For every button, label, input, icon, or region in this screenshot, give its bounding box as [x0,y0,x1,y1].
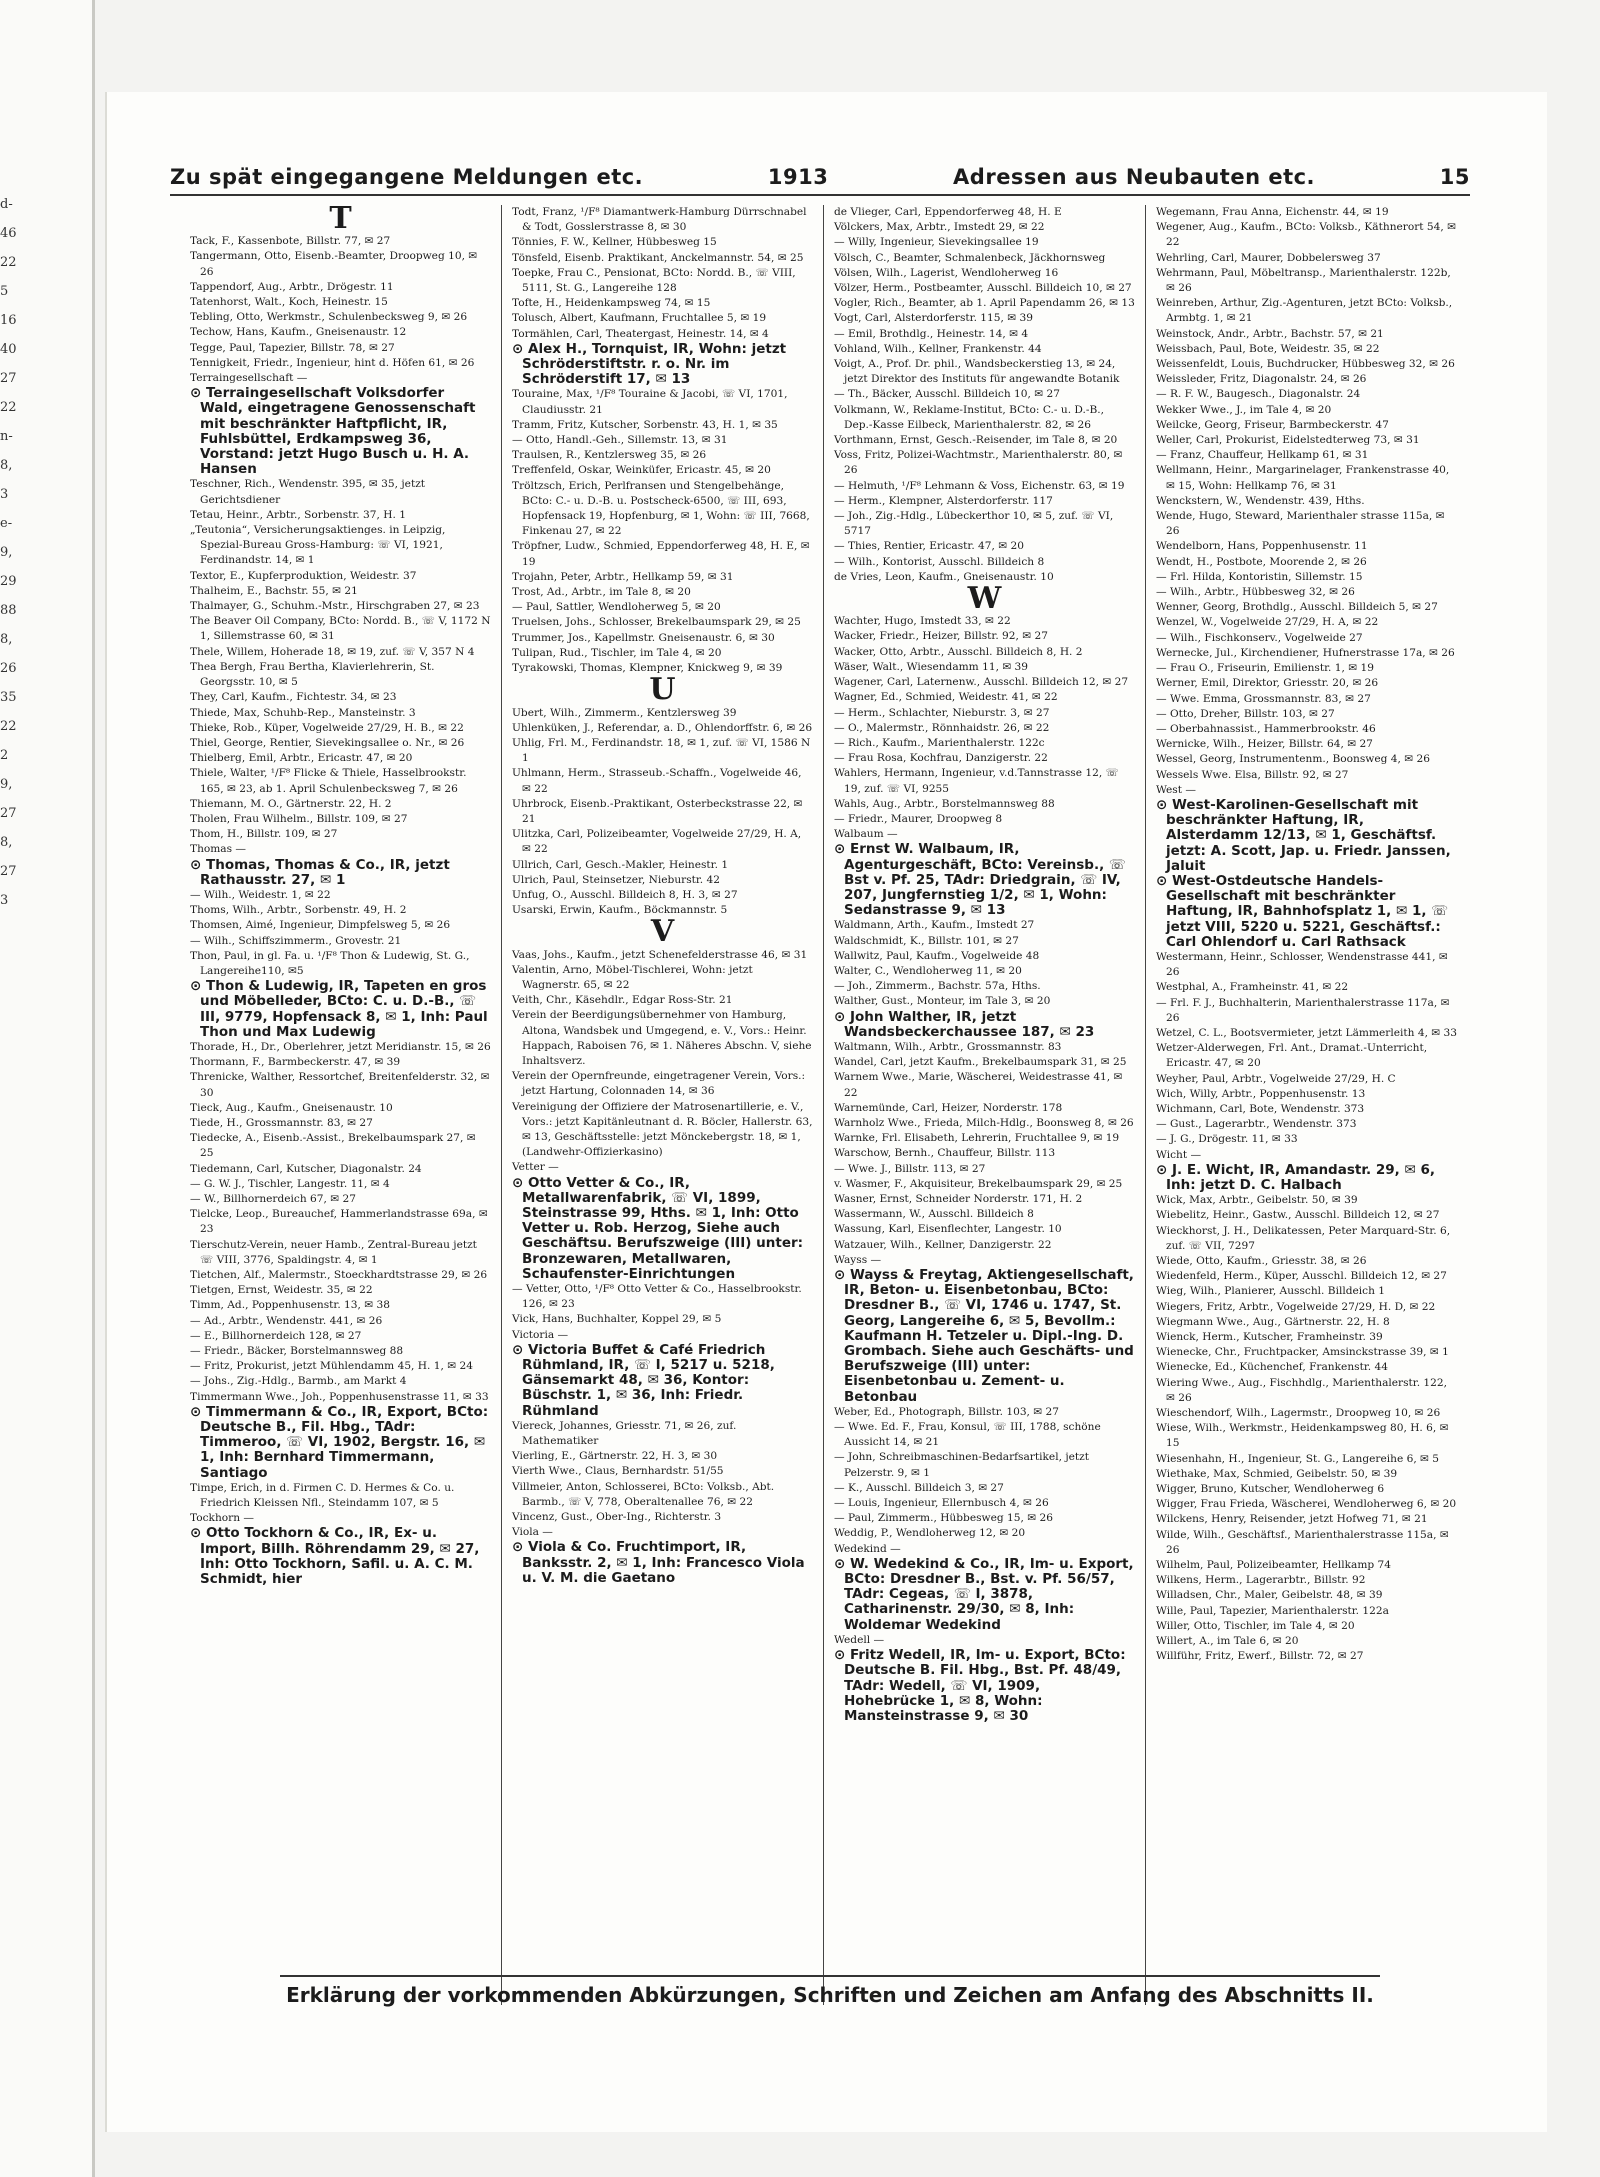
directory-entry: Thieke, Rob., Küper, Vogelweide 27/29, H. B., ✉ 22 [190,721,464,734]
directory-entry: Wiethake, Max, Schmied, Geibelstr. 50, ✉ 39 [1156,1467,1398,1480]
directory-entry: — John, Schreibmaschinen-Bedarfsartikel, jetzt Pelzerstr. 9, ✉ 1 [834,1451,1089,1479]
directory-entry: Weller, Carl, Prokurist, Eidelstedterweg 73, ✉ 31 [1156,434,1420,447]
edge-fragment: 46 [0,226,17,241]
directory-entry: Vetter — [512,1161,559,1174]
directory-entry: Wienecke, Ed., Küchenchef, Frankenstr. 44 [1156,1361,1388,1374]
directory-entry: Tholen, Frau Wilhelm., Billstr. 109, ✉ 27 [190,812,408,825]
directory-entry: ⊙ J. E. Wicht, IR, Amandastr. 29, ✉ 6, Inh: jetzt D. C. Halbach [1156,1161,1436,1193]
directory-entry: Wiering Wwe., Aug., Fischhdlg., Marienthalerstr. 122, ✉ 26 [1156,1376,1448,1404]
directory-entry: Westphal, A., Framheinstr. 41, ✉ 22 [1156,981,1349,994]
header-year: 1913 [767,165,829,189]
directory-entry: — Otto, Handl.-Geh., Sillemstr. 13, ✉ 31 [512,434,728,447]
directory-entry: Teschner, Rich., Wendenstr. 395, ✉ 35, jetzt Gerichtsdiener [190,478,426,506]
adjacent-page-edge [0,0,95,2177]
directory-entry: Wigger, Frau Frieda, Wäscherei, Wendloherweg 6, ✉ 20 [1156,1498,1457,1511]
directory-entry: Weissenfeldt, Louis, Buchdrucker, Hübbesweg 32, ✉ 26 [1156,358,1455,371]
directory-entry: Vick, Hans, Buchhalter, Koppel 29, ✉ 5 [512,1313,722,1326]
directory-entry: ⊙ Terraingesellschaft Volksdorfer Wald, eingetragene Genossenschaft mit beschränkter Haftpflicht, IR, Fuhlsbüttel, Erdkampsweg 36, Vorstand: jetzt Hugo Busch u. H. A. Hansen [190,385,476,478]
directory-entry: Traulsen, R., Kentzlersweg 35, ✉ 26 [512,449,707,462]
directory-entry: Tormählen, Carl, Theatergast, Heinestr. 14, ✉ 4 [512,327,769,340]
directory-entry: Wieg, Wilh., Planierer, Ausschl. Billdeich 1 [1156,1285,1386,1298]
directory-entry: Verein der Beerdigungsübernehmer von Hamburg, Altona, Wandsbek und Umgegend, e. V., Vors.: Heinr. Happach, Raboisen 76, ✉ 1. Näheres Abschn. V, siehe Inhaltsverz. [512,1009,812,1067]
directory-entry: de Vlieger, Carl, Eppendorferweg 48, H. E [834,206,1062,218]
directory-entry: Timm, Ad., Poppenhusenstr. 13, ✉ 38 [190,1299,390,1312]
directory-entry: West — [1156,783,1196,796]
directory-columns [180,205,1470,2005]
directory-entry: Willer, Otto, Tischler, im Tale 4, ✉ 20 [1156,1619,1355,1632]
directory-entry: — J. G., Drögestr. 11, ✉ 33 [1156,1133,1298,1146]
directory-entry: Wagner, Ed., Schmied, Weidestr. 41, ✉ 22 [834,691,1058,704]
directory-entry: — Willy, Ingenieur, Sievekingsallee 19 [834,236,1039,249]
directory-entry: Wasner, Ernst, Schneider Norderstr. 171, H. 2 [834,1193,1083,1205]
directory-entry: Warnemünde, Carl, Heizer, Norderstr. 178 [834,1101,1063,1114]
directory-entry: Wenckstern, W., Wendenstr. 439, Hths. [1156,494,1365,507]
directory-entry: Victoria — [512,1328,569,1341]
directory-entry: ⊙ Wayss & Freytag, Aktiengesellschaft, IR, Beton- u. Eisenbetonbau, BCto: Dresdner B., ☏ VI, 1746 u. 1747, St. Georg, Langereihe 6, ✉ 5, Bevollm.: Kaufmann H. Tetzeler u. Dipl.-Ing. D. Grombach. Siehe auch Geschäfts- und Berufszweige (III) unter: Eisenbetonbau u. Zement- u. Betonbau [834,1267,1134,1405]
directory-entry: — Thies, Rentier, Ericastr. 47, ✉ 20 [834,540,1024,553]
edge-fragment: n- [0,429,13,444]
directory-entry: Voss, Fritz, Polizei-Wachtmstr., Marienthalerstr. 80, ✉ 26 [834,449,1123,477]
edge-fragment: 27 [0,806,17,821]
directory-entry: Thon, Paul, in gl. Fa. u. ¹/F⁸ Thon & Ludewig, St. G., Langereihe110, ✉5 [190,949,470,977]
adjacent-page-fragments [0,190,60,915]
directory-entry: Wedell — [834,1633,885,1646]
directory-entry: Trummer, Jos., Kapellmstr. Gneisenaustr. 6, ✉ 30 [512,631,775,644]
directory-entry: Volkmann, W., Reklame-Institut, BCto: C.- u. D.-B., Dep.-Kasse Eilbeck, Marienthalerstr. 82, ✉ 26 [834,403,1105,431]
edge-fragment: 8, [0,835,13,850]
directory-entry: Warnem Wwe., Marie, Wäscherei, Weidestrasse 41, ✉ 22 [834,1071,1123,1099]
directory-entry: Werner, Emil, Direktor, Griesstr. 20, ✉ 26 [1156,677,1379,690]
directory-entry: — Frau Rosa, Kochfrau, Danzigerstr. 22 [834,752,1048,765]
directory-entry: Uhlig, Frl. M., Ferdinandstr. 18, ✉ 1, zuf. ☏ VI, 1586 N 1 [512,736,811,765]
directory-entry: — Otto, Dreher, Billstr. 103, ✉ 27 [1156,707,1335,720]
directory-entry: — Gust., Lagerarbtr., Wendenstr. 373 [1156,1118,1357,1131]
directory-entry: Tockhorn — [190,1512,255,1525]
edge-fragment: 22 [0,400,17,415]
column-4 [1146,205,1468,2005]
directory-entry: Weinreben, Arthur, Zig.-Agenturen, jetzt BCto: Volksb., Armbtg. 1, ✉ 21 [1156,297,1453,325]
directory-entry: „Teutonia“, Versicherungsaktienges. in Leipzig, Spezial-Bureau Gross-Hamburg: ☏ VI, 1921, Ferdinandstr. 14, ✉ 1 [190,524,446,567]
edge-fragment: 2 [0,748,9,763]
directory-entry: Wetzer-Alderwegen, Frl. Ant., Dramat.-Unterricht, Ericastr. 47, ✉ 20 [1156,1042,1428,1070]
directory-entry: ⊙ West-Ostdeutsche Handels-Gesellschaft mit beschränkter Haftung, IR, Bahnhofsplatz 1, ✉ 1, ☏ jetzt VIII, 5220 u. 5221, Geschäftsf.: Carl Ohlendorf u. Carl Rathsack [1156,872,1449,950]
directory-entry: Wenzel, W., Vogelweide 27/29, H. A, ✉ 22 [1156,616,1379,629]
directory-entry: Walter, C., Wendloherweg 11, ✉ 20 [834,964,1022,977]
directory-entry: Wendt, H., Postbote, Moorende 2, ✉ 26 [1156,555,1367,568]
directory-entry: Wayss — [834,1253,882,1266]
directory-entry: Veith, Chr., Käsehdlr., Edgar Ross-Str. 21 [512,994,733,1007]
directory-entry: Timpe, Erich, in d. Firmen C. D. Hermes & Co. u. Friedrich Kleissen Nfl., Steindamm 107, ✉ 5 [190,1481,455,1510]
directory-entry: Valentin, Arno, Möbel-Tischlerei, Wohn: jetzt Wagnerstr. 65, ✉ 22 [512,963,753,991]
directory-entry: Warschow, Bernh., Chauffeur, Billstr. 113 [834,1147,1056,1160]
directory-entry: Wessel, Georg, Instrumentenm., Boonsweg 4, ✉ 26 [1156,753,1430,766]
directory-entry: Tröltzsch, Erich, Perlfransen und Stengelbehänge, BCto: C.- u. D.-B. u. Postscheck-6500, ☏ III, 693, Hopfensack 19, Hopfenburg, ✉ 1, Wohn: ☏ III, 7668, Finkenau 27, ✉ 22 [512,479,810,538]
directory-entry: Vohland, Wilh., Kellner, Frankenstr. 44 [834,342,1042,355]
edge-fragment: e- [0,516,13,531]
directory-entry: Tietgen, Ernst, Weidestr. 35, ✉ 22 [190,1284,373,1297]
directory-entry: Walther, Gust., Monteur, im Tale 3, ✉ 20 [834,995,1051,1008]
column-2 [502,205,824,2005]
directory-entry: Völsen, Wilh., Lagerist, Wendloherweg 16 [834,266,1059,279]
directory-entry: Willführ, Fritz, Ewerf., Billstr. 72, ✉ 27 [1156,1650,1364,1663]
directory-entry: Völzer, Herm., Postbeamter, Ausschl. Billdeich 10, ✉ 27 [834,282,1132,295]
directory-entry: — Wilh., Fischkonserv., Vogelweide 27 [1156,631,1363,644]
column-3 [824,205,1146,2005]
directory-entry: Wäser, Walt., Wiesendamm 11, ✉ 39 [834,660,1029,673]
directory-entry: Wienck, Herm., Kutscher, Framheinstr. 39 [1156,1331,1383,1344]
section-letter: W [967,581,1002,617]
directory-entry: Wende, Hugo, Steward, Marienthaler strasse 115a, ✉ 26 [1156,510,1445,538]
directory-entry: ⊙ Victoria Buffet & Café Friedrich Rühmland, IR, ☏ I, 5217 u. 5218, Gänsemarkt 48, ✉ 36, Kontor: Büschstr. 1, ✉ 36, Inh: Friedr. Rühmland [512,1341,775,1419]
directory-entry: — E., Billhornerdeich 128, ✉ 27 [190,1329,362,1342]
directory-entry: Weilcke, Georg, Friseur, Barmbeckerstr. 47 [1156,418,1389,431]
directory-entry: Vincenz, Gust., Ober-Ing., Richterstr. 3 [512,1511,722,1524]
directory-entry: Vierth Wwe., Claus, Bernhardstr. 51/55 [512,1465,724,1478]
edge-fragment: 29 [0,574,17,589]
directory-entry: Wernecke, Jul., Kirchendiener, Hufnerstrasse 17a, ✉ 26 [1156,646,1455,659]
directory-entry: Tramm, Fritz, Kutscher, Sorbenstr. 43, H. 1, ✉ 35 [512,418,778,431]
directory-entry: Wilckens, Henry, Reisender, jetzt Hofweg 71, ✉ 21 [1156,1513,1428,1526]
directory-entry: Tieck, Aug., Kaufm., Gneisenaustr. 10 [190,1101,393,1114]
directory-entry: Warnke, Frl. Elisabeth, Lehrerin, Fruchtallee 9, ✉ 19 [834,1132,1120,1145]
directory-entry: Trost, Ad., Arbtr., im Tale 8, ✉ 20 [512,586,691,599]
directory-entry: Tennigkeit, Friedr., Ingenieur, hint d. Höfen 61, ✉ 26 [190,356,475,369]
directory-entry: Tetau, Heinr., Arbtr., Sorbenstr. 37, H. 1 [190,508,406,521]
directory-entry: ⊙ W. Wedekind & Co., IR, Im- u. Export, BCto: Dresdner B., Bst. v. Pf. 56/57, TAdr: Cegeas, ☏ I, 3878, Catharinenstr. 29/30, ✉ 8, Inh: Woldemar Wedekind [834,1555,1134,1633]
directory-entry: Unfug, O., Ausschl. Billdeich 8, H. 3, ✉ 27 [512,888,738,901]
directory-entry: ⊙ Viola & Co. Fruchtimport, IR, Banksstr. 2, ✉ 1, Inh: Francesco Viola u. V. M. die Gaetano [512,1539,805,1586]
directory-entry: Wandel, Carl, jetzt Kaufm., Brekelbaumspark 31, ✉ 25 [834,1056,1127,1069]
directory-entry: Tack, F., Kassenbote, Billstr. 77, ✉ 27 [190,235,391,248]
directory-entry: — Herm., Klempner, Alsterdorferstr. 117 [834,494,1053,507]
directory-entry: Waldschmidt, K., Billstr. 101, ✉ 27 [834,934,1019,947]
directory-entry: — W., Billhornerdeich 67, ✉ 27 [190,1193,356,1205]
directory-entry: ⊙ Otto Tockhorn & Co., IR, Ex- u. Import, Billh. Röhrendamm 29, ✉ 27, Inh: Otto Tockhorn, Safil. u. A. C. M. Schmidt, hier [190,1525,480,1588]
directory-entry: Todt, Franz, ¹/F⁸ Diamantwerk-Hamburg Dürrschnabel & Todt, Gosslerstrasse 8, ✉ 30 [512,206,807,234]
edge-fragment: 9, [0,545,13,560]
directory-entry: Willadsen, Chr., Maler, Geibelstr. 48, ✉ 39 [1156,1589,1383,1602]
section-letter: V [650,914,675,950]
directory-entry: Weissleder, Fritz, Diagonalstr. 24, ✉ 26 [1156,373,1367,386]
directory-entry: Wicht — [1156,1148,1202,1161]
directory-entry: Tangermann, Otto, Eisenb.-Beamter, Droopweg 10, ✉ 26 [190,250,478,278]
directory-entry: Wiede, Otto, Kaufm., Griesstr. 38, ✉ 26 [1156,1255,1367,1268]
directory-entry: — Friedr., Maurer, Droopweg 8 [834,812,1003,825]
footer-note: Erklärung der vorkommenden Abkürzungen, Schriften und Zeichen am Anfang des Abschnitts II. [280,1975,1380,2013]
directory-entry: Tatenhorst, Walt., Koch, Heinestr. 15 [190,296,388,309]
page-header [170,160,1470,196]
directory-entry: Tietchen, Alf., Malermstr., Stoeckhardtstrasse 29, ✉ 26 [190,1269,488,1282]
directory-entry: Tofte, H., Heidenkampsweg 74, ✉ 15 [512,297,711,310]
directory-entry: Viereck, Johannes, Griesstr. 71, ✉ 26, zuf. Mathematiker [512,1419,737,1448]
directory-entry: Tierschutz-Verein, neuer Hamb., Zentral-Bureau jetzt ☏ VIII, 3776, Spaldingstr. 4, ✉ 1 [190,1238,477,1266]
directory-entry: Thorade, H., Dr., Oberlehrer, jetzt Meridianstr. 15, ✉ 26 [190,1040,491,1053]
directory-entry: de Vries, Leon, Kaufm., Gneisenaustr. 10 [834,570,1054,583]
directory-entry: Wegener, Aug., Kaufm., BCto: Volksb., Käthnerort 54, ✉ 22 [1156,221,1457,249]
directory-entry: Weyher, Paul, Arbtr., Vogelweide 27/29, H. C [1156,1072,1396,1085]
directory-entry: Techow, Hans, Kaufm., Gneisenaustr. 12 [190,326,407,339]
directory-entry: Wiegers, Fritz, Arbtr., Vogelweide 27/29, H. D, ✉ 22 [1156,1300,1436,1313]
directory-entry: Wagener, Carl, Laternenw., Ausschl. Billdeich 12, ✉ 27 [834,676,1129,689]
directory-entry: Tappendorf, Aug., Arbtr., Drögestr. 11 [190,280,394,293]
directory-entry: Tiedemann, Carl, Kutscher, Diagonalstr. 24 [190,1162,422,1175]
directory-entry: Wessels Wwe. Elsa, Billstr. 92, ✉ 27 [1156,768,1349,781]
directory-entry: Thiede, Max, Schuhb-Rep., Mansteinstr. 3 [190,706,416,719]
directory-entry: ⊙ Ernst W. Walbaum, IR, Agenturgeschäft, BCto: Vereinsb., ☏ Bst v. Pf. 25, TAdr: Driedgrain, ☏ IV, 207, Jungfernstieg 1/2, ✉ 1, Wohn: Sedanstrasse 9, ✉ 13 [834,841,1126,919]
directory-entry: Tiedecke, A., Eisenb.-Assist., Brekelbaumspark 27, ✉ 25 [190,1132,476,1160]
directory-entry: Vereinigung der Offiziere der Matrosenartillerie, e. V., Vors.: jetzt Kapitänleutnant d. R. Böcler, Hallerstr. 63, ✉ 13, Geschäftsstelle: jetzt Mönckebergstr. 18, ✉ 1, (Landwehr-Offizierkasino) [512,1100,813,1159]
directory-entry: — Wilh., Kontorist, Ausschl. Billdeich 8 [834,555,1045,568]
directory-entry: Westermann, Heinr., Schlosser, Wendenstrasse 441, ✉ 26 [1156,950,1448,979]
directory-entry: Wellmann, Heinr., Margarinelager, Frankenstrasse 40, ✉ 15, Wohn: Hellkamp 76, ✉ 31 [1156,464,1450,492]
directory-entry: ⊙ Thon & Ludewig, IR, Tapeten en gros und Möbelleder, BCto: C. u. D.-B., ☏ III, 9779, Hopfensack 8, ✉ 1, Inh: Paul Thon und Max Ludewig [190,978,488,1040]
directory-entry: — Friedr., Bäcker, Borstelmannsweg 88 [190,1345,404,1358]
directory-entry: Wendelborn, Hans, Poppenhusenstr. 11 [1156,540,1368,553]
directory-entry: Thalheim, E., Bachstr. 55, ✉ 21 [190,584,358,597]
directory-entry: Wahls, Aug., Arbtr., Borstelmannsweg 88 [834,797,1055,810]
directory-entry: Verein der Opernfreunde, eingetragener Verein, Vors.: jetzt Hartung, Colonnaden 14, ✉ 36 [512,1070,806,1098]
directory-entry: Ulitzka, Carl, Polizeibeamter, Vogelweide 27/29, H. A, ✉ 22 [512,828,802,856]
directory-entry: Tulipan, Rud., Tischler, im Tale 4, ✉ 20 [512,646,722,659]
directory-entry: Wieckhorst, J. H., Delikatessen, Peter Marquard-Str. 6, zuf. ☏ VII, 7297 [1156,1224,1451,1252]
directory-entry: Thom, H., Billstr. 109, ✉ 27 [190,828,338,841]
directory-entry: Weber, Ed., Photograph, Billstr. 103, ✉ 27 [834,1405,1060,1418]
directory-entry: Treffenfeld, Oskar, Weinküfer, Ericastr. 45, ✉ 20 [512,464,771,477]
column-1 [180,205,502,2005]
directory-entry: Timmermann Wwe., Joh., Poppenhusenstrasse 11, ✉ 33 [190,1390,489,1403]
directory-entry: Thormann, F., Barmbeckerstr. 47, ✉ 39 [190,1056,401,1069]
directory-entry: Textor, E., Kupferproduktion, Weidestr. 37 [190,569,417,582]
directory-entry: Thomsen, Aimé, Ingenieur, Dimpfelsweg 5, ✉ 26 [190,919,451,932]
directory-entry: ⊙ Fritz Wedell, IR, Im- u. Export, BCto: Deutsche B. Fil. Hbg., Bst. Pf. 48/49, TAdr: Wedell, ☏ VI, 1909, Hohebrücke 1, ✉ 8, Wohn: Mansteinstrasse 9, ✉ 30 [834,1647,1126,1724]
directory-entry: Tielcke, Leop., Bureauchef, Hammerlandstrasse 69a, ✉ 23 [190,1208,488,1236]
directory-entry: Trojahn, Peter, Arbtr., Hellkamp 59, ✉ 31 [512,570,734,583]
directory-entry: Wille, Paul, Tapezier, Marienthalerstr. 122a [1156,1604,1389,1617]
directory-entry: Thalmayer, G., Schuhm.-Mstr., Hirschgraben 27, ✉ 23 [190,600,480,613]
directory-entry: — Oberbahnassist., Hammerbrookstr. 46 [1156,722,1376,735]
directory-entry: — Ad., Arbtr., Wendenstr. 441, ✉ 26 [190,1314,383,1327]
directory-entry: Wassung, Karl, Eisenflechter, Langestr. 10 [834,1223,1062,1236]
directory-entry: Wenner, Georg, Brothdlg., Ausschl. Billdeich 5, ✉ 27 [1156,601,1438,614]
directory-entry: Vogler, Rich., Beamter, ab 1. April Papendamm 26, ✉ 13 [834,297,1135,310]
directory-entry: Terraingesellschaft — [190,372,308,385]
directory-entry: Waltmann, Wilh., Arbtr., Grossmannstr. 83 [834,1040,1062,1053]
directory-entry: — R. F. W., Baugesch., Diagonalstr. 24 [1156,388,1361,401]
directory-entry: Wiegmann Wwe., Aug., Gärtnerstr. 22, H. 8 [1156,1315,1390,1328]
directory-entry: Wichmann, Carl, Bote, Wendenstr. 373 [1156,1102,1365,1115]
directory-entry: Thea Bergh, Frau Bertha, Klavierlehrerin, St. Georgsstr. 10, ✉ 5 [190,660,435,689]
directory-entry: Thele, Willem, Hoherade 18, ✉ 19, zuf. ☏ V, 357 N 4 [190,645,475,658]
directory-entry: Wilhelm, Paul, Polizeibeamter, Hellkamp 74 [1156,1559,1392,1572]
directory-entry: — Frl. F. J., Buchhalterin, Marienthalerstrasse 117a, ✉ 26 [1156,996,1450,1024]
directory-entry: Wernicke, Wilh., Heizer, Billstr. 64, ✉ 27 [1156,738,1373,751]
edge-fragment: 22 [0,255,17,270]
directory-entry: Ubert, Wilh., Zimmerm., Kentzlersweg 39 [512,706,737,719]
directory-entry: The Beaver Oil Company, BCto: Nordd. B., ☏ V, 1172 N 1, Sillemstrasse 60, ✉ 31 [190,615,491,643]
directory-entry: Völckers, Max, Arbtr., Imstedt 29, ✉ 22 [834,221,1045,234]
directory-entry: Truelsen, Johs., Schlosser, Brekelbaumspark 29, ✉ 25 [512,616,801,629]
directory-entry: — Frl. Hilda, Kontoristin, Sillemstr. 15 [1156,570,1363,583]
directory-entry: Ullrich, Carl, Gesch.-Makler, Heinestr. 1 [512,858,729,871]
directory-entry: Weinstock, Andr., Arbtr., Bachstr. 57, ✉ 21 [1156,327,1384,340]
directory-entry: ⊙ Otto Vetter & Co., IR, Metallwarenfabrik, ☏ VI, 1899, Steinstrasse 99, Hths. ✉ 1, Inh: Otto Vetter u. Rob. Herzog, Siehe auch Geschäftsu. Berufszweige (III) unter: Bronzewaren, Metallwaren, Schaufenster-Einrichtungen [512,1174,804,1282]
edge-fragment: 27 [0,864,17,879]
edge-fragment: 40 [0,342,17,357]
directory-entry: — Th., Bäcker, Ausschl. Billdeich 10, ✉ 27 [834,388,1060,401]
directory-entry: Wiese, Wilh., Werkmstr., Heidenkampsweg 80, H. 6, ✉ 15 [1156,1422,1449,1450]
directory-entry: — Rich., Kaufm., Marienthalerstr. 122c [834,736,1045,749]
directory-entry: Wiesenhahn, H., Ingenieur, St. G., Langereihe 6, ✉ 5 [1156,1452,1440,1465]
directory-entry: — Joh., Zig.-Hdlg., Lübeckerthor 10, ✉ 5, zuf. ☏ VI, 5717 [834,510,1114,538]
edge-fragment: 5 [0,284,9,299]
directory-entry: Toepke, Frau C., Pensionat, BCto: Nordd. B., ☏ VIII, 5111, St. G., Langereihe 128 [512,266,796,295]
directory-entry: — G. W. J., Tischler, Langestr. 11, ✉ 4 [190,1177,390,1190]
directory-entry: Wassermann, W., Ausschl. Billdeich 8 [834,1208,1034,1221]
directory-entry: Uhrbrock, Eisenb.-Praktikant, Osterbeckstrasse 22, ✉ 21 [512,797,803,825]
edge-fragment: d- [0,197,13,212]
directory-entry: Tönsfeld, Eisenb. Praktikant, Anckelmannstr. 54, ✉ 25 [512,251,804,264]
directory-entry: Wiedenfeld, Herm., Küper, Ausschl. Billdeich 12, ✉ 27 [1156,1270,1447,1283]
directory-entry: Wehrmann, Paul, Möbeltransp., Marienthalerstr. 122b, ✉ 26 [1156,266,1451,295]
directory-entry: Wachter, Hugo, Imstedt 33, ✉ 22 [834,615,1011,628]
directory-entry: — Helmuth, ¹/F⁸ Lehmann & Voss, Eichenstr. 63, ✉ 19 [834,479,1125,492]
directory-entry: Wilkens, Herm., Lagerarbtr., Billstr. 92 [1156,1574,1366,1587]
directory-entry: Tröpfner, Ludw., Schmied, Eppendorferweg 48, H. E, ✉ 19 [512,540,810,568]
header-left-title: Zu spät eingegangene Meldungen etc. [170,165,644,189]
directory-entry: Uhlenküken, J., Referendar, a. D., Ohlendorffstr. 6, ✉ 26 [512,721,813,734]
directory-entry: Wienecke, Chr., Fruchtpacker, Amsinckstrasse 39, ✉ 1 [1156,1346,1449,1359]
directory-entry: Wieschendorf, Wilh., Lagermstr., Droopweg 10, ✉ 26 [1156,1407,1441,1420]
directory-entry: — Wilh., Arbtr., Hübbesweg 32, ✉ 26 [1156,586,1355,599]
directory-entry: Warnholz Wwe., Frieda, Milch-Hdlg., Boonsweg 8, ✉ 26 [834,1116,1134,1129]
directory-entry: Wekker Wwe., J., im Tale 4, ✉ 20 [1156,403,1332,416]
directory-entry: Vorthmann, Ernst, Gesch.-Reisender, im Tale 8, ✉ 20 [834,434,1118,447]
directory-entry: — Wilh., Schiffszimmerm., Grovestr. 21 [190,934,402,947]
directory-entry: Tönnies, F. W., Kellner, Hübbesweg 15 [512,236,717,249]
edge-fragment: 8, [0,458,13,473]
directory-entry: Weddig, P., Wendloherweg 12, ✉ 20 [834,1527,1026,1540]
directory-entry: Wehrling, Carl, Maurer, Dobbelersweg 37 [1156,251,1381,264]
directory-entry: — Paul, Zimmerm., Hübbesweg 15, ✉ 26 [834,1512,1053,1525]
directory-entry: — O., Malermstr., Rönnhaidstr. 26, ✉ 22 [834,721,1050,734]
directory-entry: Tegge, Paul, Tapezier, Billstr. 78, ✉ 27 [190,341,395,354]
directory-entry: Thiel, George, Rentier, Sievekingsallee o. Nr., ✉ 26 [190,736,465,749]
directory-entry: Wallwitz, Paul, Kaufm., Vogelweide 48 [834,949,1040,962]
directory-entry: — Wilh., Weidestr. 1, ✉ 22 [190,888,331,901]
directory-entry: — Louis, Ingenieur, Ellernbusch 4, ✉ 26 [834,1497,1049,1510]
directory-entry: Weissbach, Paul, Bote, Weidestr. 35, ✉ 22 [1156,342,1380,355]
directory-entry: Wiebelitz, Heinr., Gastw., Ausschl. Billdeich 12, ✉ 27 [1156,1209,1440,1222]
directory-entry: Viola — [512,1526,553,1539]
directory-entry: Wetzel, C. L., Bootsvermieter, jetzt Lämmerleith 4, ✉ 33 [1156,1026,1458,1039]
edge-fragment: 16 [0,313,17,328]
edge-fragment: 3 [0,487,9,502]
directory-entry: Wick, Max, Arbtr., Geibelstr. 50, ✉ 39 [1156,1194,1358,1207]
directory-entry: — Wwe. J., Billstr. 113, ✉ 27 [834,1162,986,1175]
directory-entry: — K., Ausschl. Billdeich 3, ✉ 27 [834,1481,1004,1494]
edge-fragment: 35 [0,690,17,705]
edge-fragment: 8, [0,632,13,647]
directory-entry: Watzauer, Wilh., Kellner, Danzigerstr. 22 [834,1238,1052,1251]
directory-entry: — Wwe. Ed. F., Frau, Konsul, ☏ III, 1788, schöne Aussicht 14, ✉ 21 [834,1421,1101,1449]
directory-entry: Villmeier, Anton, Schlosserei, BCto: Volksb., Abt. Barmb., ☏ V, 778, Oberaltenallee 76, ✉ 22 [512,1480,775,1508]
directory-entry: Wegemann, Frau Anna, Eichenstr. 44, ✉ 19 [1156,206,1389,218]
directory-entry: Wich, Willy, Arbtr., Poppenhusenstr. 13 [1156,1087,1366,1100]
directory-entry: — Johs., Zig.-Hdlg., Barmb., am Markt 4 [190,1375,407,1388]
edge-fragment: 27 [0,371,17,386]
directory-entry: Tebling, Otto, Werkmstr., Schulenbecksweg 9, ✉ 26 [190,311,468,324]
directory-entry: Vierling, E., Gärtnerstr. 22, H. 3, ✉ 30 [512,1450,718,1463]
directory-entry: — Emil, Brothdlg., Heinestr. 14, ✉ 4 [834,327,1029,340]
directory-entry: Thiele, Walter, ¹/F⁸ Flicke & Thiele, Hasselbrookstr. 165, ✉ 23, ab 1. April Schulenbecksweg 7, ✉ 26 [190,767,467,795]
directory-entry: Willert, A., im Tale 6, ✉ 20 [1156,1635,1299,1648]
directory-entry: Wilde, Wilh., Geschäftsf., Marienthalerstrasse 115a, ✉ 26 [1156,1528,1449,1556]
directory-entry: Tiede, H., Grossmannstr. 83, ✉ 27 [190,1116,373,1129]
directory-entry: Thielberg, Emil, Arbtr., Ericastr. 47, ✉ 20 [190,752,413,765]
directory-entry: Waldmann, Arth., Kaufm., Imstedt 27 [834,919,1035,932]
directory-entry: Wedekind — [834,1542,901,1555]
section-letter: U [649,672,676,708]
directory-entry: Threnicke, Walther, Ressortchef, Breitenfelderstr. 32, ✉ 30 [190,1071,490,1099]
directory-entry: — Herm., Schlachter, Nieburstr. 3, ✉ 27 [834,706,1050,719]
directory-entry: Touraine, Max, ¹/F⁸ Touraine & Jacobi, ☏ VI, 1701, Claudiusstr. 21 [512,388,788,416]
directory-entry: Vaas, Johs., Kaufm., jetzt Schenefelderstrasse 46, ✉ 31 [512,948,808,961]
edge-fragment: 9, [0,777,13,792]
directory-entry: Wacker, Otto, Arbtr., Ausschl. Billdeich 8, H. 2 [834,645,1083,658]
directory-entry: They, Carl, Kaufm., Fichtestr. 34, ✉ 23 [190,691,397,704]
directory-entry: Voigt, A., Prof. Dr. phil., Wandsbeckerstieg 13, ✉ 24, jetzt Direktor des Instituts für angewandte Botanik [834,358,1120,386]
directory-entry: Thomas — [190,843,247,856]
header-right-title: Adressen aus Neubauten etc. [953,165,1316,189]
directory-entry: Thoms, Wilh., Arbtr., Sorbenstr. 49, H. 2 [190,904,407,917]
directory-entry: v. Wasmer, F., Akquisiteur, Brekelbaumspark 29, ✉ 25 [834,1177,1123,1190]
directory-entry: Tyrakowski, Thomas, Klempner, Knickweg 9, ✉ 39 [512,662,783,675]
directory-entry: — Vetter, Otto, ¹/F⁸ Otto Vetter & Co., Hasselbrookstr. 126, ✉ 23 [512,1283,802,1311]
directory-entry: — Franz, Chauffeur, Hellkamp 61, ✉ 31 [1156,449,1369,462]
page-number: 15 [1439,165,1470,189]
directory-entry: — Frau O., Friseurin, Emilienstr. 1, ✉ 19 [1156,662,1374,675]
edge-fragment: 26 [0,661,17,676]
directory-entry: Vogt, Carl, Alsterdorferstr. 115, ✉ 39 [834,312,1033,325]
directory-entry: Thiemann, M. O., Gärtnerstr. 22, H. 2 [190,797,392,810]
directory-entry: ⊙ Timmermann & Co., IR, Export, BCto: Deutsche B., Fil. Hbg., TAdr: Timmeroo, ☏ VI, 1902, Bergstr. 16, ✉ 1, Inh: Bernhard Timmermann, Santiago [190,1403,489,1481]
edge-fragment: 22 [0,719,17,734]
directory-entry: ⊙ Thomas, Thomas & Co., IR, jetzt Rathausstr. 27, ✉ 1 [190,856,450,888]
directory-entry: Völsch, C., Beamter, Schmalenbeck, Jäckhornsweg [834,251,1106,264]
directory-entry: ⊙ Alex H., Tornquist, IR, Wohn: jetzt Schröderstiftstr. r. o. Nr. im Schröderstift 17, ✉ 13 [512,340,787,388]
directory-entry: Usarski, Erwin, Kaufm., Böckmannstr. 5 [512,904,728,917]
directory-entry: — Wwe. Emma, Grossmannstr. 83, ✉ 27 [1156,692,1371,705]
edge-fragment: 88 [0,603,17,618]
section-letter: T [329,205,352,236]
directory-entry: ⊙ John Walther, IR, jetzt Wandsbeckerchaussee 187, ✉ 23 [834,1008,1095,1040]
directory-entry: — Fritz, Prokurist, jetzt Mühlendamm 45, H. 1, ✉ 24 [190,1360,473,1373]
edge-fragment: 3 [0,893,9,908]
directory-entry: ⊙ West-Karolinen-Gesellschaft mit beschränkter Haftung, IR, Alsterdamm 12/13, ✉ 1, Geschäftsf. jetzt: A. Scott, Jap. u. Friedr. Janssen, Jaluit [1156,796,1451,874]
directory-entry: Wigger, Bruno, Kutscher, Wendloherweg 6 [1156,1483,1385,1496]
directory-entry: — Joh., Zimmerm., Bachstr. 57a, Hths. [834,980,1041,993]
directory-entry: Uhlmann, Herm., Strasseub.-Schaffn., Vogelweide 46, ✉ 22 [512,767,802,795]
directory-entry: Wacker, Friedr., Heizer, Billstr. 92, ✉ 27 [834,630,1048,643]
directory-entry: — Paul, Sattler, Wendloherweg 5, ✉ 20 [512,601,721,614]
directory-entry: Walbaum — [834,828,898,841]
directory-entry: Wahlers, Hermann, Ingenieur, v.d.Tannstrasse 12, ☏ 19, zuf. ☏ VI, 9255 [834,767,1119,795]
directory-entry: Tolusch, Albert, Kaufmann, Fruchtallee 5, ✉ 19 [512,312,767,325]
directory-entry: Ulrich, Paul, Steinsetzer, Nieburstr. 42 [512,873,721,886]
